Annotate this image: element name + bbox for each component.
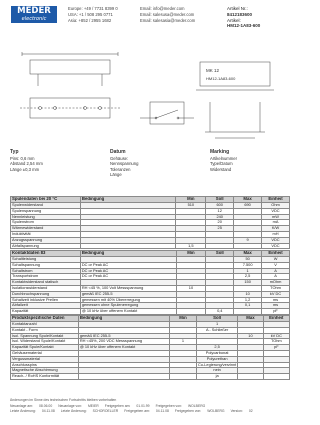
table-cell: 600 <box>206 203 234 209</box>
footer-field: Freigegeben von: <box>155 404 182 409</box>
table-cell: TOhm <box>263 339 289 345</box>
footer-field: Freigegeben von: <box>174 408 202 413</box>
legend-typ-title: Typ <box>10 149 19 155</box>
table-cell: RH <45%, 200 VDC Messspannung <box>78 339 169 345</box>
artikel-label: Artikel: <box>227 17 241 23</box>
table-cell: kV DC <box>263 333 289 339</box>
circuit-symbol <box>150 102 184 124</box>
contact-row <box>68 18 228 24</box>
table-cell: Spulenwiderstand <box>11 203 81 209</box>
table-cell <box>234 309 262 315</box>
table-cell: Durchbruchspannung <box>11 291 81 297</box>
contact-phone: Europe: +49 / 7731 8399 0 <box>68 6 118 11</box>
legend-marking-title: Marking <box>210 149 230 155</box>
table-cell: Polyurethan <box>196 356 237 362</box>
table-cell: DC or Peak AC <box>80 268 176 274</box>
footer-field: 04.11.08 <box>41 408 55 413</box>
legend-line: Länge <box>110 171 122 177</box>
legend-col-typ <box>10 150 90 172</box>
table-header-cell: Soll <box>196 316 237 322</box>
brand-logo <box>11 6 57 23</box>
legend-line: Nennspannung <box>110 161 139 167</box>
table-cell: ms <box>262 297 290 303</box>
footer-field: 02 <box>248 408 253 413</box>
table-cell: Reach- / RoHS Konformität <box>11 374 79 380</box>
legend-col-marking <box>210 150 290 172</box>
table-header-cell: Soll <box>206 197 234 203</box>
table-cell: Nennleistung <box>11 214 81 220</box>
table-header-cell: Produktspezifische Daten <box>11 316 79 322</box>
table-header-cell: Einheit <box>262 251 290 257</box>
table-cell: 50 <box>234 257 262 263</box>
table-cell: 10 <box>176 285 206 291</box>
table-cell: gemessen ohne Spulenerregung <box>80 303 176 309</box>
table-cell <box>176 309 206 315</box>
legend-line: Toleranzen <box>110 166 131 172</box>
table-header-cell: Einheit <box>263 316 289 322</box>
side-view-body <box>30 60 110 74</box>
table-cell: Schaltspannung <box>11 262 81 268</box>
contact-email[interactable]: Email: salesusa@meder.com <box>140 12 195 17</box>
footer-field: SCHOROELLER <box>92 408 119 413</box>
footer-field: Neuanlage am: <box>10 404 33 409</box>
footer-field: 08.06.00 <box>39 404 53 409</box>
table-cell: Anzugsspannung <box>11 237 81 243</box>
table-cell: mH <box>262 231 290 237</box>
table-cell: 1,2 <box>234 297 262 303</box>
table-cell: VDC <box>262 208 290 214</box>
table-cell: gemäß IEC 255-5 <box>80 291 176 297</box>
footer-row-2 <box>10 409 290 413</box>
table-row <box>11 309 290 315</box>
table-cell: Schaltstrom <box>11 268 81 274</box>
coil-data-table <box>10 196 290 249</box>
table-cell: Schaltleistung <box>11 257 81 263</box>
table-cell: A <box>262 274 290 280</box>
table-cell: pF <box>262 309 290 315</box>
table-cell: K/W <box>262 226 290 232</box>
table-cell: RH <45 %, 100 Volt Messspannung <box>80 285 176 291</box>
table-cell: nein <box>196 368 237 374</box>
contact-email[interactable]: Email: info@meder.com <box>140 6 185 11</box>
table-cell: 1 <box>234 268 262 274</box>
table-cell: Kontaktanzahl <box>11 322 79 328</box>
legend-line: Type/Datum <box>210 161 233 167</box>
table-cell: kV DC <box>262 291 290 297</box>
table-cell: Isolationswiderstand <box>11 285 81 291</box>
footer-notes: Änderungen im Sinne des technischen Fortschritts bleiben vorbehalten <box>10 398 117 402</box>
table-cell: Kapazität <box>11 309 81 315</box>
brand-sub: electronic <box>21 16 47 22</box>
contact-email[interactable]: Email: salesasia@meder.com <box>140 18 196 23</box>
footer-field: 04.11.08 <box>155 408 169 413</box>
contact-data-table <box>10 250 290 315</box>
table-cell: Isol. Widerstand Spule/Kontakt <box>11 339 79 345</box>
table-header-cell: Soll <box>206 251 234 257</box>
table-cell: 1,5 <box>176 243 206 249</box>
table-cell: gemäß IEC 255-5 <box>78 333 169 339</box>
table-header-cell: Bedingung <box>80 197 176 203</box>
table-cell: ja <box>196 374 237 380</box>
table-cell: VDC <box>262 243 290 249</box>
part-label-1: MK 12 <box>206 68 220 73</box>
table-cell: W <box>262 257 290 263</box>
table-cell: 20 <box>206 220 234 226</box>
table-cell <box>78 374 169 380</box>
footer-field: Version: <box>230 408 243 413</box>
product-data-table <box>10 315 290 380</box>
table-cell <box>238 374 263 380</box>
drawing-svg <box>10 40 290 148</box>
table-cell: 2,5 <box>234 274 262 280</box>
table-row <box>11 374 290 380</box>
table-header-cell: Min <box>176 197 206 203</box>
table-cell: 150 <box>234 280 262 286</box>
table-header-cell: Max <box>234 251 262 257</box>
table-cell: Kontaktwiderstand statisch <box>11 280 81 286</box>
legend-line: Länge ±0,3 mm <box>10 166 40 172</box>
table-cell: gemessen mit 40% Übererregung <box>80 297 176 303</box>
table-cell: Magnetische Abschirmung <box>11 368 79 374</box>
legend-line: Pins: 0,6 mm <box>10 156 35 162</box>
table-cell: Polycarbonat <box>196 350 237 356</box>
table-cell: Schaltzeit inklusive Prellen <box>11 297 81 303</box>
table-header-cell: Kontaktdaten 83 <box>11 251 81 257</box>
table-cell: V <box>262 262 290 268</box>
footer-field: Letzte Änderung: <box>10 408 36 413</box>
table-cell: 9 <box>234 237 262 243</box>
table-cell: DC or Peak AC <box>80 274 176 280</box>
legend-line: Abstand 2,54 mm <box>10 161 43 167</box>
footer <box>10 398 290 413</box>
table-cell: Transportstrom <box>11 274 81 280</box>
footer-field: MEIER <box>87 404 99 409</box>
table-header-cell: Min <box>170 316 197 322</box>
contact-phone: USA: +1 / 508 295 0771 <box>68 12 113 17</box>
table-header-cell: Bedingung <box>78 316 169 322</box>
table-cell: Spulenstrom <box>11 220 81 226</box>
table-cell: Ohm <box>262 203 290 209</box>
table-cell: mOhm <box>262 280 290 286</box>
table-cell: Induktivität <box>11 231 81 237</box>
table-cell: 7.500 <box>234 262 262 268</box>
footer-field: Letzte Änderung: <box>60 408 87 413</box>
table-cell: Spulenspannung <box>11 208 81 214</box>
table-header-cell: Min <box>176 251 206 257</box>
contact-phone: Asia: +852 / 2955 1682 <box>68 18 112 23</box>
table-cell: Wärmewiderstand <box>11 226 81 232</box>
article-info <box>227 6 289 29</box>
artnr-label: Artikel Nr.: <box>227 6 248 11</box>
table-header-cell: Bedingung <box>80 251 176 257</box>
table-cell: @ 10 kHz über offenem Kontakt <box>78 345 169 351</box>
table-header-cell: Einheit <box>262 197 290 203</box>
table-cell: 10 <box>234 291 262 297</box>
legend-line: Artikelnummer <box>210 156 237 162</box>
table-cell: 0,4 <box>206 309 234 315</box>
table-cell <box>234 243 262 249</box>
footer-field: Neuanlage von: <box>58 404 82 409</box>
table-cell: 1 <box>196 322 237 328</box>
table-header-cell: Spulendaten bei 20 °C <box>11 197 81 203</box>
table-cell: Anschlusspins <box>11 362 79 368</box>
artikel-value: HM12-1A83-600 <box>227 23 261 29</box>
footer-field: Freigegeben am: <box>104 404 131 409</box>
table-header-cell: Max <box>234 197 262 203</box>
table-cell: 12 <box>206 208 234 214</box>
table-cell: 2,5 <box>196 345 237 351</box>
legend-col-datum <box>110 150 190 177</box>
table-cell: @ 10 kHz über offenem Kontakt <box>80 309 176 315</box>
table-cell: Vergussmaterial <box>11 356 79 362</box>
table-cell: A <box>262 268 290 274</box>
top-view-body <box>200 62 270 86</box>
artnr-value: 8412183600 <box>227 11 253 17</box>
brand-name: MEDER <box>17 6 51 16</box>
table-cell: Abfallspannung <box>11 243 81 249</box>
table-cell: mW <box>262 214 290 220</box>
legend-datum-title: Datum <box>110 149 126 155</box>
table-cell: Kontakt - Form <box>11 327 79 333</box>
table-cell: Abfallzeit <box>11 303 81 309</box>
table-cell: DC or Peak AC <box>80 262 176 268</box>
footer-field: WOLBERG <box>187 404 206 409</box>
footer-field: Freigegeben am: <box>124 408 150 413</box>
table-cell <box>206 243 234 249</box>
footer-field: 01.01.99 <box>136 404 150 409</box>
table-cell: ms <box>262 303 290 309</box>
technical-drawing <box>10 40 290 148</box>
table-cell: 25 <box>206 226 234 232</box>
table-cell: Gehäusematerial <box>11 350 79 356</box>
footer-field: WOLBERG <box>207 408 225 413</box>
table-row <box>11 243 290 249</box>
table-cell <box>263 374 289 380</box>
table-cell: Kapazität Spule/Kontakt <box>11 345 79 351</box>
table-cell: 1 <box>170 339 197 345</box>
legend-line: Widerstand <box>210 166 232 172</box>
table-cell <box>170 374 197 380</box>
table-cell: A - Schließer <box>196 327 237 333</box>
table-cell: Cu-Legierung/verzinnt <box>197 362 237 367</box>
table-cell: 0,1 <box>234 303 262 309</box>
table-cell: mA <box>262 220 290 226</box>
table-header-cell: Max <box>238 316 263 322</box>
table-cell: TOhm <box>262 285 290 291</box>
table-cell: 10 <box>238 333 263 339</box>
contact-block <box>68 6 228 24</box>
table-cell: pF <box>263 345 289 351</box>
legend-line: Gehäuse: <box>110 156 129 162</box>
table-cell: Isol. Spannung Spule/Kontakt <box>11 333 79 339</box>
table-cell: 510 <box>176 203 206 209</box>
table-cell <box>80 243 176 249</box>
table-cell: VDC <box>262 237 290 243</box>
table-cell: 690 <box>234 203 262 209</box>
part-label-2: HM12-1A83-600 <box>206 76 236 81</box>
table-cell: 240 <box>206 214 234 220</box>
